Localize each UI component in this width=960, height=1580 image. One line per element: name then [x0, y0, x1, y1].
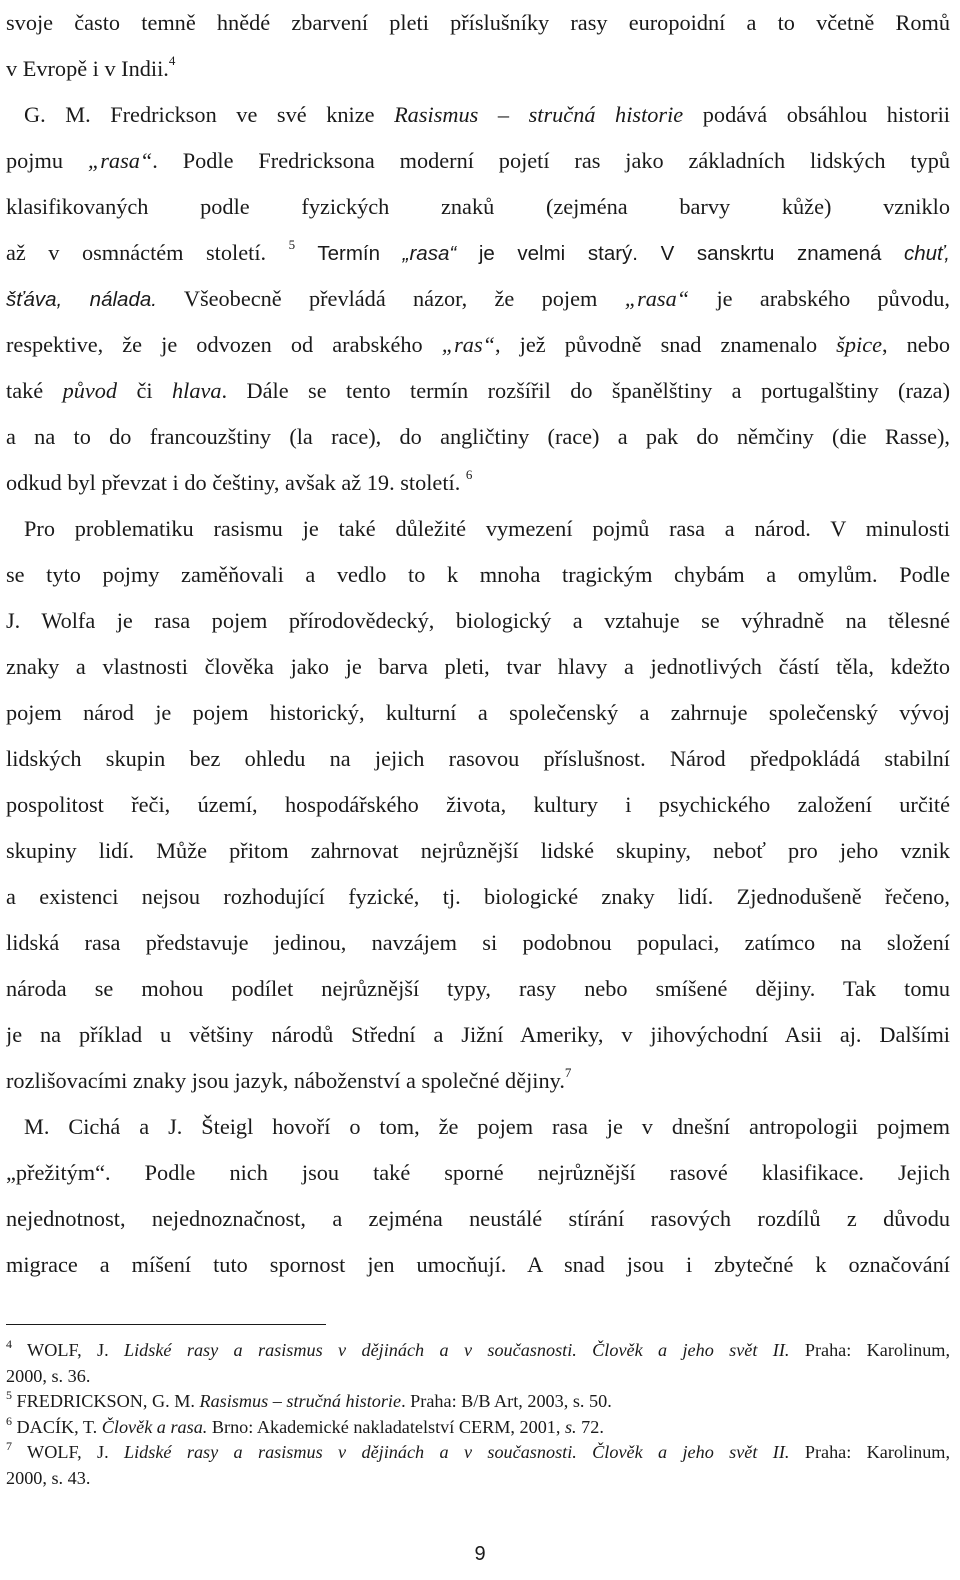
text-run: nejednotnost, nejednoznačnost, a zejména neustálé stírání rasových rozdílů z důvodu	[6, 1206, 950, 1231]
footnote-page-abbrev: s.	[564, 1416, 577, 1437]
footnote-text: 2000, s. 36.	[6, 1365, 91, 1386]
text-run: skupiny lidí. Může přitom zahrnovat nejrůznější lidské skupiny, neboť pro jeho vznik	[6, 838, 950, 863]
text-run: J. Wolfa je rasa pojem přírodovědecký, biologický a vztahuje se výhradně na tělesné	[6, 608, 950, 633]
text-line	[6, 138, 950, 184]
footnote-publisher: Praha: Karolinum,	[789, 1340, 950, 1360]
footnote-ref[interactable]: 5	[288, 237, 296, 252]
footnote-title: Rasismus – stručná historie	[199, 1391, 402, 1412]
text-run: Všeobecně převládá názor, že pojem	[156, 286, 625, 311]
text-run: či	[117, 378, 172, 403]
text-run: odkud byl převzat i do češtiny, avšak až 19. století.	[6, 470, 466, 495]
text-line	[6, 230, 950, 276]
footnote-author: WOLF, J.	[12, 1442, 125, 1463]
text-line	[6, 552, 950, 598]
text-run: klasifikovaných podle fyzických znaků (zejména barvy kůže) vzniklo	[6, 194, 950, 219]
body-text	[6, 0, 950, 1288]
footnote	[6, 1415, 950, 1441]
italic-term: hlava	[171, 378, 222, 403]
text-run: v Evropě i v Indii.	[6, 56, 169, 81]
text-run: lidských skupin bez ohledu na jejich rasovou příslušnost. Národ předpokládá stabilní	[6, 746, 950, 771]
text-line	[6, 1150, 950, 1196]
footnotes	[6, 1338, 950, 1492]
italic-term: „rasa“	[402, 242, 457, 265]
text-run: je arabského původu,	[689, 286, 950, 311]
text-line	[6, 46, 950, 92]
footnote-ref[interactable]: 6	[465, 467, 473, 482]
text-line	[6, 736, 950, 782]
footnote-page: 72.	[576, 1416, 604, 1437]
text-run: . Dále se tento termín rozšířil do španělštiny a portugalštiny (raza)	[221, 378, 950, 403]
footnote-number: 4	[6, 1338, 12, 1351]
text-run: migrace a míšení tuto spornost jen umocňují. A snad jsou i zbytečné k označování	[6, 1252, 950, 1277]
text-run: znaky a vlastnosti člověka jako je barva pleti, tvar hlavy a jednotlivých částí těla, kdežto	[6, 654, 950, 679]
footnote-ref[interactable]: 7	[564, 1065, 572, 1080]
text-run: pojmu	[6, 148, 88, 173]
book-title: Rasismus – stručná historie	[394, 102, 684, 127]
text-line	[6, 322, 950, 368]
footnote	[6, 1440, 950, 1466]
text-run: „přežitým“. Podle nich jsou také sporné nejrůznější rasové klasifikace. Jejich	[6, 1160, 950, 1185]
footnote-publisher: Praha: Karolinum,	[789, 1442, 950, 1463]
footnote-number: 5	[6, 1388, 12, 1403]
text-run: M. Cichá a J. Šteigl hovoří o tom, že pojem rasa je v dnešní antropologii pojmem	[24, 1114, 950, 1139]
text-line	[6, 828, 950, 874]
text-run: až v osmnáctém století.	[6, 240, 289, 265]
text-run: Pro problematiku rasismu je také důležité vymezení pojmů rasa a národ. V minulosti	[24, 516, 950, 541]
text-line	[6, 920, 950, 966]
footnote-title: Člověk a rasa.	[101, 1416, 208, 1437]
footnote-continuation	[6, 1364, 950, 1390]
italic-term: špice	[836, 332, 882, 357]
text-line	[6, 1242, 950, 1288]
text-line	[6, 1012, 950, 1058]
footnote-number: 7	[6, 1440, 12, 1454]
footnote-author: DACÍK, T.	[12, 1416, 102, 1437]
text-line	[6, 690, 950, 736]
text-run: . Podle Fredricksona moderní pojetí ras jako základních lidských typů	[152, 148, 950, 173]
footnote	[6, 1338, 950, 1364]
text-run: také	[6, 378, 63, 403]
text-line	[6, 966, 950, 1012]
text-run: národa se mohou podílet nejrůznější typy, rasy nebo smíšené dějiny. Tak tomu	[6, 976, 950, 1001]
text-run: rozlišovacími znaky jsou jazyk, náboženství a společné dějiny.	[6, 1068, 565, 1093]
text-line	[6, 598, 950, 644]
italic-term: „ras“	[441, 332, 496, 357]
text-line	[6, 1104, 950, 1150]
italic-term: šťáva, nálada.	[6, 288, 157, 311]
text-run: a existenci nejsou rozhodující fyzické, tj. biologické znaky lidí. Zjednodušeně řečeno,	[6, 884, 950, 909]
text-line	[6, 506, 950, 552]
text-run: G. M. Fredrickson ve své knize	[24, 102, 395, 127]
text-run: pojem národ je pojem historický, kulturní a společenský a zahrnuje společenský vývoj	[6, 700, 950, 725]
text-line	[6, 460, 950, 506]
text-line	[6, 0, 950, 46]
text-line	[6, 1058, 950, 1104]
footnote-number: 6	[6, 1413, 12, 1428]
text-line	[6, 368, 950, 414]
italic-term: „rasa“	[87, 148, 153, 173]
text-line	[6, 874, 950, 920]
text-run: je velmi starý. V sanskrtu znamená	[456, 242, 904, 265]
text-run: Termín	[295, 242, 403, 265]
text-line	[6, 92, 950, 138]
page-number: 9	[474, 1543, 486, 1565]
footnote	[6, 1389, 950, 1415]
text-line	[6, 782, 950, 828]
footnote-author: FREDRICKSON, G. M.	[12, 1391, 200, 1412]
text-line	[6, 1196, 950, 1242]
footnote-author: WOLF, J.	[12, 1340, 125, 1360]
text-run: , nebo	[882, 332, 950, 357]
italic-term: chuť,	[904, 242, 950, 265]
text-line	[6, 414, 950, 460]
text-run: pospolitost řeči, území, hospodářského života, kultury i psychického založení určité	[6, 792, 950, 817]
footnote-publisher: Brno: Akademické nakladatelství CERM, 2001,	[207, 1416, 565, 1437]
footnote-title: Lidské rasy a rasismus v dějinách a v současnosti. Člověk a jeho svět II.	[124, 1340, 790, 1360]
text-run: a na to do francouzštiny (la race), do angličtiny (race) a pak do němčiny (die Rasse),	[6, 424, 950, 449]
footnote-publisher: . Praha: B/B Art, 2003, s. 50.	[401, 1391, 612, 1412]
italic-term: „rasa“	[624, 286, 690, 311]
text-run: lidská rasa představuje jedinou, navzájem si podobnou populaci, zatímco na složení	[6, 930, 950, 955]
footnote-text: 2000, s. 43.	[6, 1467, 91, 1488]
italic-term: původ	[62, 378, 118, 403]
text-run: se tyto pojmy zaměňovali a vedlo to k mnoha tragickým chybám a omylům. Podle	[6, 562, 950, 587]
footnote-separator	[6, 1324, 326, 1325]
footnote-ref[interactable]: 4	[168, 53, 176, 68]
text-run: podává obsáhlou historii	[683, 102, 950, 127]
footnote-title: Lidské rasy a rasismus v dějinách a v současnosti. Člověk a jeho svět II.	[124, 1442, 790, 1463]
text-run: je na příklad u většiny národů Střední a Jižní Ameriky, v jihovýchodní Asii aj. Dalšími	[6, 1022, 950, 1047]
text-line	[6, 644, 950, 690]
footnote-continuation	[6, 1466, 950, 1492]
text-run: , jež původně snad znamenalo	[495, 332, 837, 357]
text-run: svoje často temně hnědé zbarvení pleti příslušníky rasy europoidní a to včetně Romů	[6, 10, 950, 35]
text-run: respektive, že je odvozen od arabského	[6, 332, 442, 357]
text-line	[6, 184, 950, 230]
text-line	[6, 276, 950, 322]
